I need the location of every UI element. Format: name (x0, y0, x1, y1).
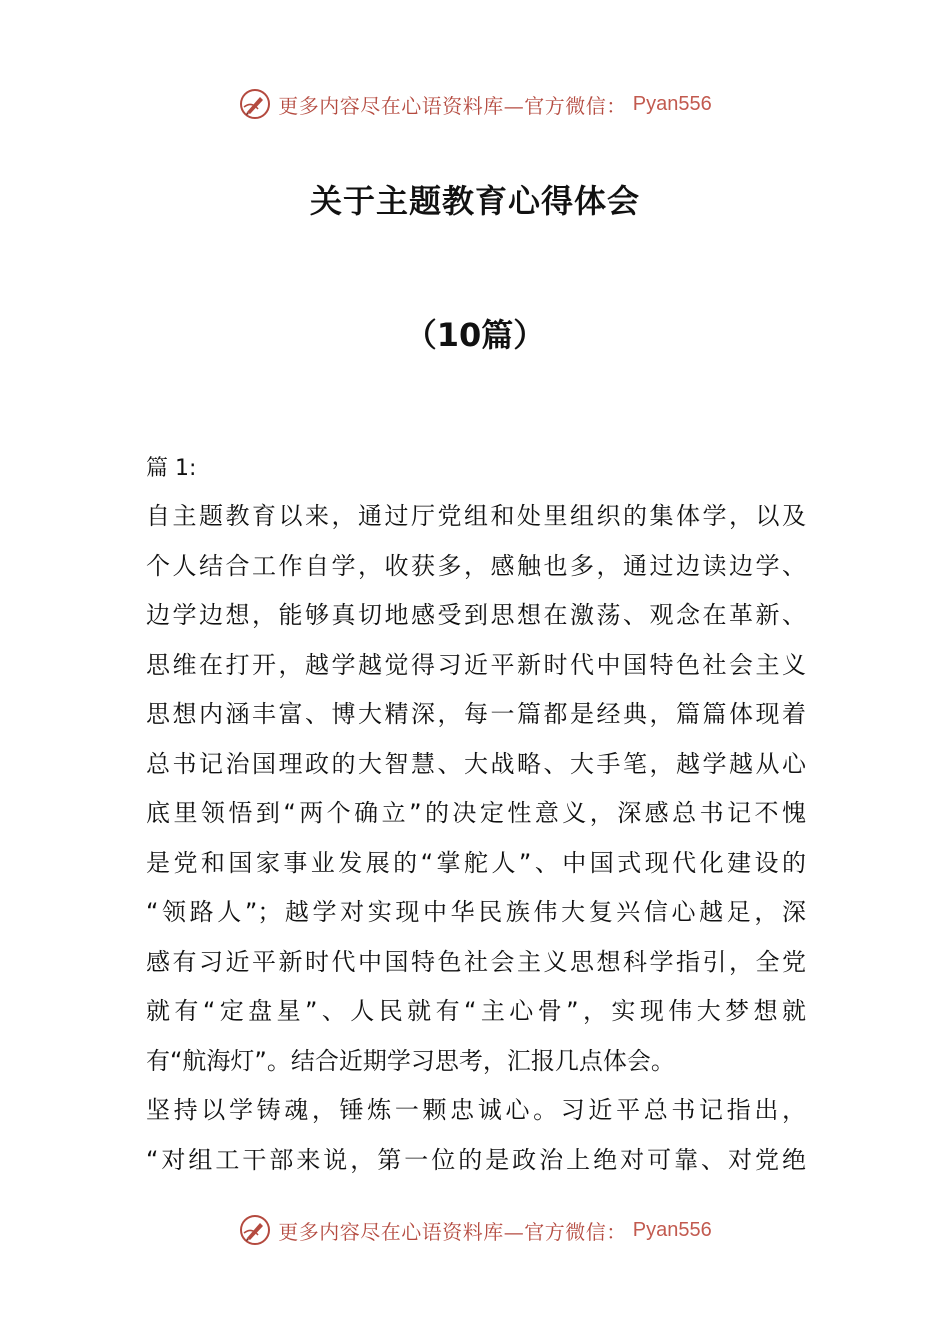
body-line: 思想内涵丰富、博大精深，每一篇都是经典，篇篇体现着 (146, 700, 806, 728)
body-line: 是党和国家事业发展的“掌舵人”、中国式现代化建设的 (146, 848, 806, 877)
banner-text: 更多内容尽在心语资料库—官方微信： (278, 93, 627, 118)
body-line: 总书记治国理政的大智慧、大战略、大手笔，越学越从心 (146, 749, 806, 778)
section-label: 篇 1: (146, 456, 197, 481)
pen-logo-icon (238, 1213, 272, 1247)
body-line: 有“航海灯”。结合近期学习思考，汇报几点体会。 (146, 1046, 675, 1075)
body-line: 就有“定盘星”、人民就有“主心骨”，实现伟大梦想就 (146, 997, 806, 1025)
body-line: 思维在打开，越学越觉得习近平新时代中国特色社会主义 (146, 650, 806, 679)
body-line: 坚持以学铸魂，锤炼一颗忠诚心。习近平总书记指出， (146, 1096, 806, 1124)
footer-banner (0, 1210, 950, 1250)
body-line: “领路人”；越学对实现中华民族伟大复兴信心越足，深 (146, 898, 806, 926)
body-line: 底里领悟到“两个确立”的决定性意义，深感总书记不愧 (146, 799, 806, 827)
document-subtitle: （10篇） (404, 316, 546, 354)
document-title: 关于主题教育心得体会 (309, 182, 640, 220)
wechat-id: Pyan556 (632, 92, 712, 115)
header-banner (0, 84, 950, 124)
body-line: 个人结合工作自学，收获多，感触也多，通过边读边学、 (146, 551, 806, 580)
pen-logo-icon (238, 87, 272, 121)
body-line: 自主题教育以来，通过厅党组和处里组织的集体学，以及 (146, 502, 806, 530)
body-line: “对组工干部来说，第一位的是政治上绝对可靠、对党绝 (146, 1145, 806, 1174)
document-body (146, 446, 806, 1185)
banner-text: 更多内容尽在心语资料库—官方微信： (278, 1219, 627, 1244)
body-line: 感有习近平新时代中国特色社会主义思想科学指引，全党 (146, 947, 806, 976)
body-line: 边学边想，能够真切地感受到思想在激荡、观念在革新、 (146, 601, 806, 629)
wechat-id: Pyan556 (632, 1218, 712, 1241)
